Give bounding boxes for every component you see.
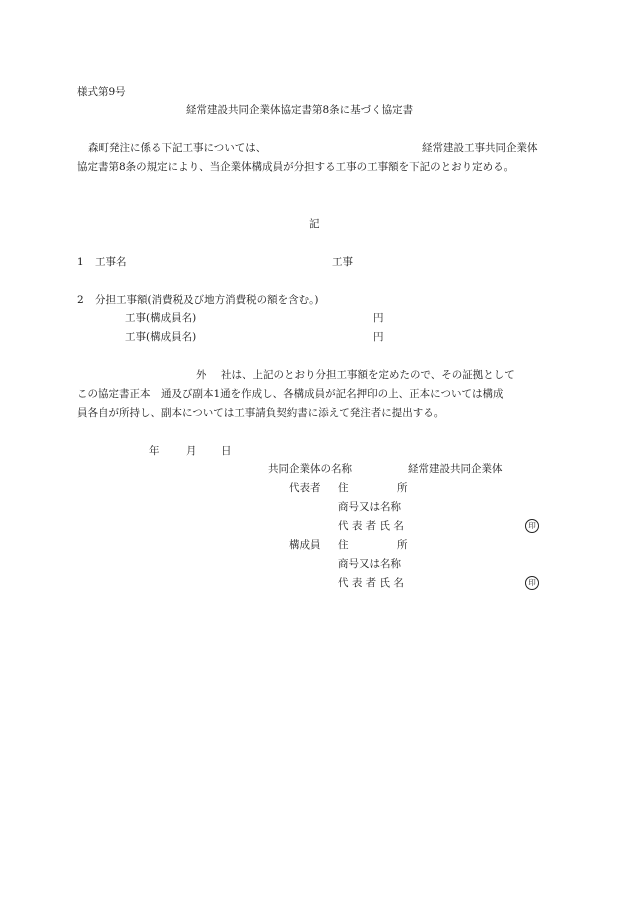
seal-icon: 印 [525, 576, 539, 590]
share-row-label: 工事(構成員名) [125, 331, 197, 343]
share-row-unit: 円 [373, 312, 384, 324]
member-role: 構成員 [289, 539, 321, 551]
jv-name-label: 共同企業体の名称 [268, 463, 352, 475]
ki-heading: 記 [309, 218, 320, 230]
member-company: 商号又は名称 [338, 558, 401, 570]
closing-line3: 員各自が所持し、副本については工事請負契約書に添えて発注者に提出する。 [77, 407, 445, 419]
representative-company: 商号又は名称 [338, 501, 401, 513]
item2-label: 分担工事額(消費税及び地方消費税の額を含む。) [95, 294, 319, 306]
document-title: 経常建設共同企業体協定書第8条に基づく協定書 [186, 104, 414, 116]
intro-line1-a: 森町発注に係る下記工事については、 [88, 142, 267, 154]
member-person: 代 表 者 氏 名 [338, 577, 404, 589]
item2-number: 2 [77, 294, 84, 306]
closing-line2: この協定書正本 通及び副本1通を作成し、各構成員が記名押印の上、正本については構成 [77, 388, 504, 400]
representative-address-a: 住 [338, 482, 349, 494]
representative-address-b: 所 [397, 482, 408, 494]
closing-line1-a: 外 [196, 369, 207, 381]
item1-label: 工事名 [95, 256, 127, 268]
representative-role: 代表者 [289, 482, 321, 494]
seal-icon: 印 [525, 519, 539, 533]
share-row-unit: 円 [373, 331, 384, 343]
date-day: 日 [221, 445, 232, 457]
item1-suffix: 工事 [332, 256, 353, 268]
form-number: 様式第9号 [77, 86, 126, 98]
date-month: 月 [186, 445, 197, 457]
intro-line2: 協定書第8条の規定により、当企業体構成員が分担する工事の工事額を下記のとおり定める。 [77, 161, 515, 173]
member-address-b: 所 [397, 539, 408, 551]
date-year: 年 [149, 445, 160, 457]
jv-name-value: 経常建設共同企業体 [408, 463, 503, 475]
representative-person: 代 表 者 氏 名 [338, 520, 404, 532]
closing-line1-b: 社は、上記のとおり分担工事額を定めたので、その証拠として [221, 369, 515, 381]
intro-line1-b: 経常建設工事共同企業体 [422, 142, 538, 154]
share-row-label: 工事(構成員名) [125, 312, 197, 324]
member-address-a: 住 [338, 539, 349, 551]
item1-number: 1 [77, 256, 84, 268]
